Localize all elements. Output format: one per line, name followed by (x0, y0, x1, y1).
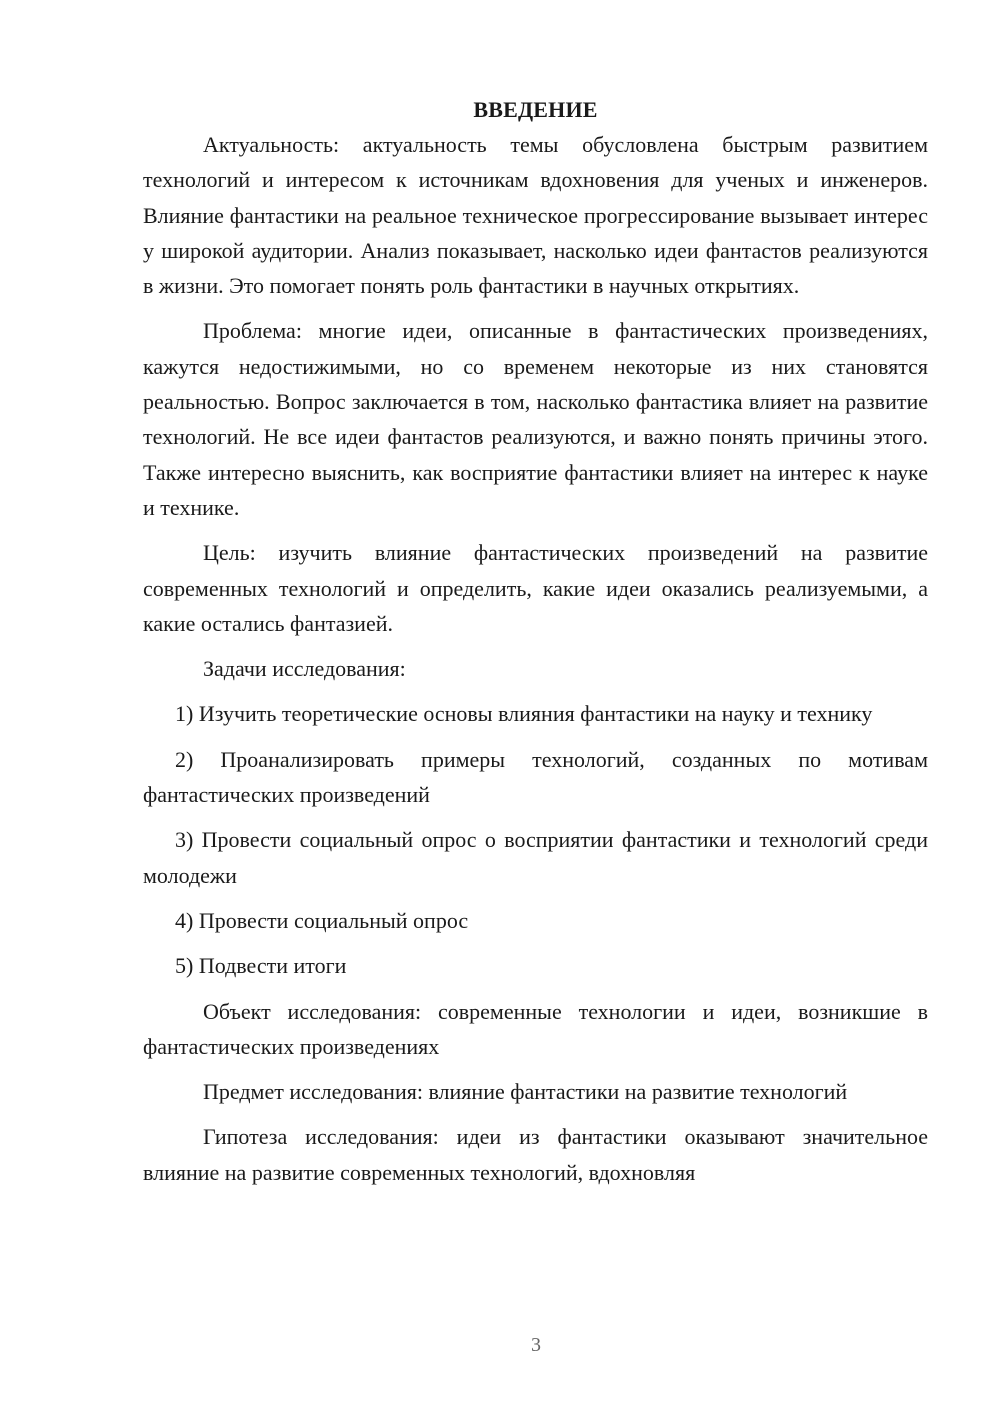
paragraph-goal: Цель: изучить влияние фантастических произведений на развитие современных технологий и определить, какие идеи оказались реализуемыми, а какие остались фантазией. (143, 540, 928, 636)
list-item-task-4: 4) Провести социальный опрос (175, 907, 469, 933)
list-item-task-2: 2) Проанализировать примеры технологий, созданных по мотивам фантастических произведений (143, 746, 928, 808)
list-item-task-1: 1) Изучить теоретические основы влияния фантастики на науку и технику (175, 701, 873, 727)
paragraph-relevance: Актуальность: актуальность темы обусловлена быстрым развитием технологий и интересом к источникам вдохновения для ученых и инженеров. Влияние фантастики на реальное техническое прогрессирование вызывает интерес у широкой аудитории. Анализ показывает, насколько идеи фантастов реализуются в жизни. Это помогает понять роль фантастики в научных открытиях. (143, 132, 928, 299)
page-number: 3 (531, 1334, 541, 1356)
paragraph-subject: Предмет исследования: влияние фантастики на развитие технологий (203, 1079, 848, 1105)
tasks-heading: Задачи исследования: (203, 656, 406, 682)
paragraph-problem: Проблема: многие идеи, описанные в фантастических произведениях, кажутся недостижимыми, но со временем некоторые из них становятся реальностью. Вопрос заключается в том, насколько фантастика влияет на развитие технологий. Не все идеи фантастов реализуются, и важно понять причины этого. Также интересно выяснить, как восприятие фантастики влияет на интерес к науке и технике. (143, 318, 928, 520)
page-content (143, 92, 928, 1190)
paragraph-object: Объект исследования: современные технологии и идеи, возникшие в фантастических произведениях (143, 998, 928, 1059)
paragraph-hypothesis: Гипотеза исследования: идеи из фантастики оказывают значительное влияние на развитие современных технологий, вдохновляя (143, 1124, 928, 1185)
page-title: ВВЕДЕНИЕ (473, 97, 598, 122)
list-item-task-3: 3) Провести социальный опрос о восприятии фантастики и технологий среди молодежи (143, 827, 928, 888)
list-item-task-5: 5) Подвести итоги (175, 953, 347, 979)
